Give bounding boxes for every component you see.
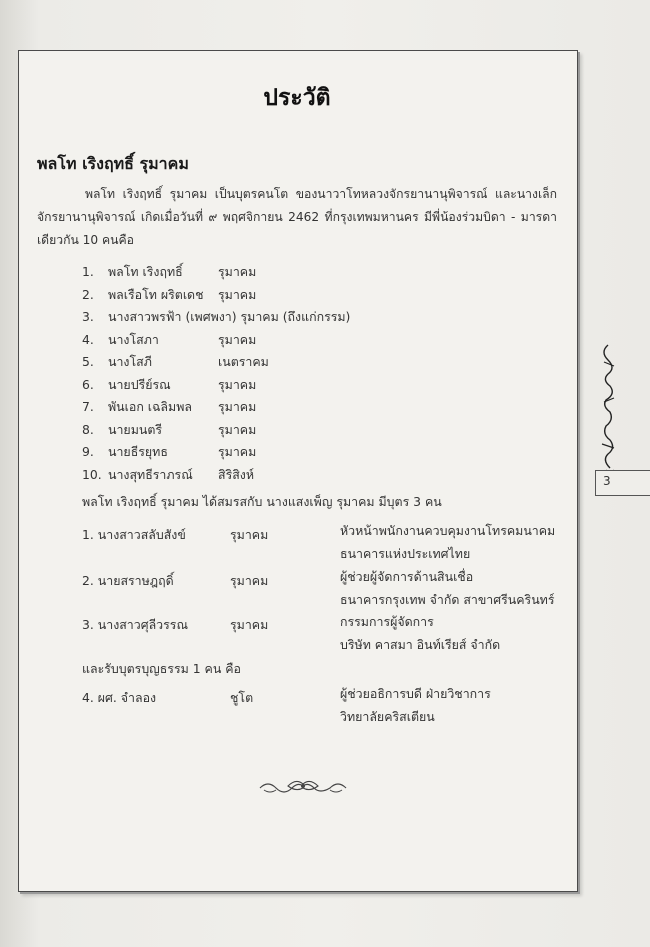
sibling-item: 7. พันเอก เฉลิมพล รุมาคม — [82, 399, 257, 414]
sibling-item: 4. นางโสภา รุมาคม — [82, 332, 257, 347]
adopted-name: 4. ผศ. จำลอง — [82, 690, 157, 705]
page-title: ประวัติ — [263, 85, 331, 111]
sibling-item: 1. พลโท เริงฤทธิ์ รุมาคม — [82, 264, 257, 279]
child-organization: บริษัท คาสมา อินท์เรียส์ จำกัด — [340, 637, 501, 652]
child-position: กรรมการผู้จัดการ — [340, 614, 434, 629]
ornament-divider-icon — [258, 776, 348, 796]
subheading: พลโท เริงฤทธิ์ รุมาคม — [37, 154, 189, 173]
intro-paragraph — [37, 183, 557, 252]
adopted-organization: วิทยาลัยคริสเตียน — [340, 709, 435, 724]
child-position: หัวหน้าพนักงานควบคุมงานโทรคมนาคม — [340, 523, 556, 538]
child-organization: ธนาคารกรุงเทพ จำกัด สาขาศรีนครินทร์ — [340, 592, 555, 607]
child-organization: ธนาคารแห่งประเทศไทย — [340, 546, 471, 561]
child-lastname: รุมาคม — [230, 617, 269, 632]
adopt-line: และรับบุตรบุญธรรม 1 คน คือ — [82, 661, 241, 676]
adopted-position: ผู้ช่วยอธิการบดี ฝ่ายวิชาการ — [340, 686, 491, 701]
intro-text: พลโท เริงฤทธิ์ รุมาคม เป็นบุตรคนโต ของนาวาโทหลวงจักรยานานุพิจารณ์ และนางเล็ก จักรยานานุพิจารณ์ เกิดเมื่อวันที่ ๙ พฤศจิกายน 2462 ที่กรุงเทพมหานคร มีพี่น้องร่วมบิดา - มารดาเดียวกัน 10 คนคือ — [37, 187, 557, 247]
sibling-item: 9. นายธีรยุทธ รุมาคม — [82, 444, 257, 459]
child-name: 1. นางสาวสลับสังข์ — [82, 527, 186, 542]
adopted-lastname: ชูโต — [230, 690, 254, 705]
sibling-item: 2. พลเรือโท ผริตเดช รุมาคม — [82, 287, 257, 302]
sibling-item: 8. นายมนตรี รุมาคม — [82, 422, 257, 437]
handwritten-signature-icon — [596, 340, 622, 480]
page-number: 3 — [603, 474, 611, 488]
sibling-item: 3. นางสาวพรฟ้า (เพศพงา) รุมาคม (ถึงแก่กรรม) — [82, 309, 351, 324]
child-name: 2. นายสราษฎฤดิ์ — [82, 573, 174, 588]
sibling-item: 5. นางโสภี เนตราคม — [82, 354, 269, 369]
child-position: ผู้ช่วยผู้จัดการด้านสินเชื่อ — [340, 569, 474, 584]
sibling-item: 6. นายปรีย์รณ รุมาคม — [82, 377, 257, 392]
spouse-line: พลโท เริงฤทธิ์ รุมาคม ได้สมรสกับ นางแสงเพ็ญ รุมาคม มีบุตร 3 คน — [82, 494, 442, 509]
child-name: 3. นางสาวศุลีวรรณ — [82, 617, 188, 632]
child-lastname: รุมาคม — [230, 527, 269, 542]
child-lastname: รุมาคม — [230, 573, 269, 588]
sibling-item: 10. นางสุทธีราภรณ์ สิริสิงห์ — [82, 467, 254, 482]
